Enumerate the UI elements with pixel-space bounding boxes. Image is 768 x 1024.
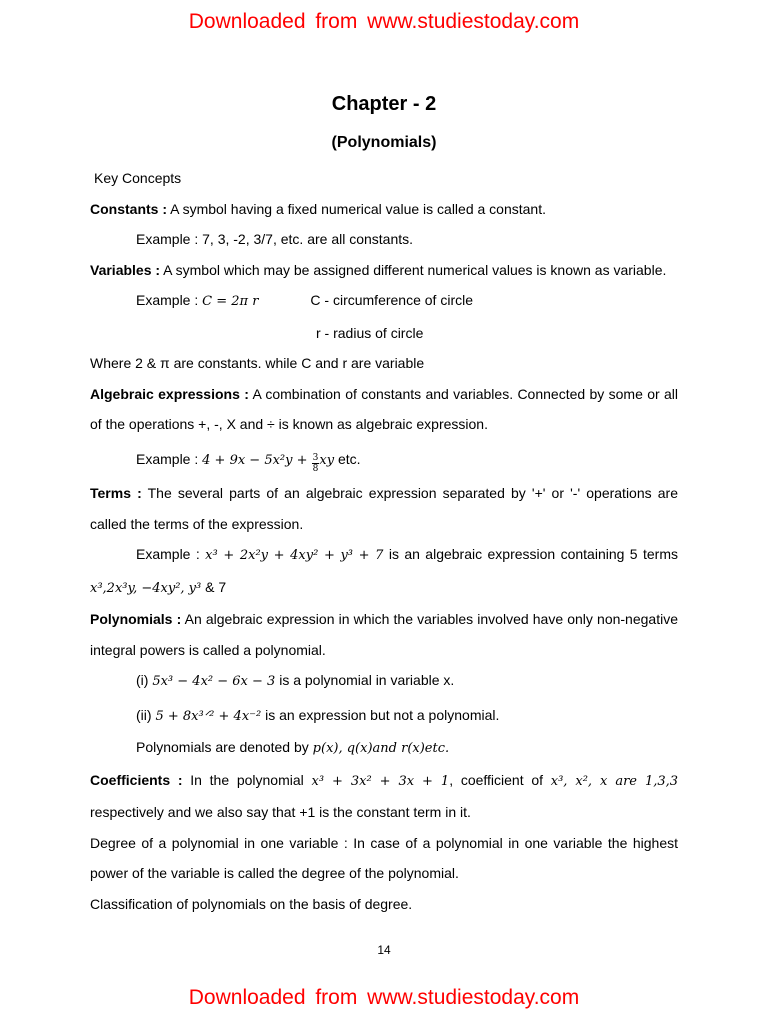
constants-paragraph: Constants : A symbol having a fixed numerical value is called a constant. (90, 200, 546, 217)
polynomial-example-1: (i) 5x³ − 4x² − 6x − 3 is a polynomial in variable x. (136, 672, 455, 689)
polynomials-term: Polynomials : (90, 611, 182, 627)
variables-example: Example : C = 2π r C - circumference of circle (136, 292, 473, 309)
terms-example: Example : x³ + 2x²y + 4xy² + y³ + 7 is an algebraic expression containing 5 terms x³,2x³y, −4xy², y³ & 7 (90, 546, 678, 596)
terms-term: Terms : (90, 485, 142, 501)
key-concepts-heading: Key Concepts (94, 170, 182, 186)
page-content (90, 163, 678, 919)
chapter-title: Chapter - 2 (331, 93, 437, 115)
algebraic-term: Algebraic expressions : (90, 385, 249, 402)
page-number: 14 (377, 943, 391, 957)
polynomials-paragraph: Polynomials : An algebraic expression in which the variables involved have only non-negative integral powers is called a polynomial. (90, 611, 678, 658)
variables-term: Variables : (90, 261, 161, 278)
polynomials-denoted: Polynomials are denoted by p(x), q(x)and r(x)etc. (136, 739, 450, 756)
variables-note-r: r - radius of circle (316, 324, 424, 341)
fraction-three-eighths: $\frac{3}{8}$ (312, 452, 319, 474)
variables-paragraph: Variables : A symbol which may be assigned different numerical values is known as variable. (90, 261, 667, 278)
terms-paragraph: Terms : The several parts of an algebraic expression separated by '+' or '-' operations are called the terms of the expression. (90, 485, 678, 532)
algebraic-paragraph: Algebraic expressions : A combination of constants and variables. Connected by some or all of the operations +, -, X and ÷ is known as algebraic expression. (90, 385, 679, 432)
polynomial-example-2: (ii) 5 + 8x³ᐟ² + 4x⁻² is an expression but not a polynomial. (136, 706, 500, 724)
degree-paragraph: Degree of a polynomial in one variable : In case of a polynomial in one variable the highest power of the variable is called the degree of the polynomial. (90, 834, 678, 881)
chapter-subtitle: (Polynomials) (331, 134, 437, 151)
classification-paragraph: Classification of polynomials on the basis of degree. (90, 895, 413, 912)
variables-note-c: C - circumference of circle (310, 292, 473, 308)
constants-term: Constants : (90, 200, 167, 217)
watermark-top: Downloaded from www.studiestoday.com (188, 10, 580, 33)
constants-example: Example : 7, 3, -2, 3/7, etc. are all constants. (136, 231, 414, 247)
coefficients-paragraph: Coefficients : In the polynomial x³ + 3x² + 3x + 1, coefficient of x³, x², x are 1,3,3 respectively and we also say that +1 is the constant term in it. (90, 771, 679, 820)
algebraic-example: Example : 4 + 9x − 5x²y + $\frac{3}{8}$ xy etc. (136, 450, 361, 474)
variables-formula: C = 2π r (202, 294, 259, 309)
variables-where: Where 2 & π are constants. while C and r are variable (90, 355, 425, 371)
watermark-bottom: Downloaded from www.studiestoday.com (188, 986, 580, 1009)
coefficients-term: Coefficients : (90, 771, 183, 788)
